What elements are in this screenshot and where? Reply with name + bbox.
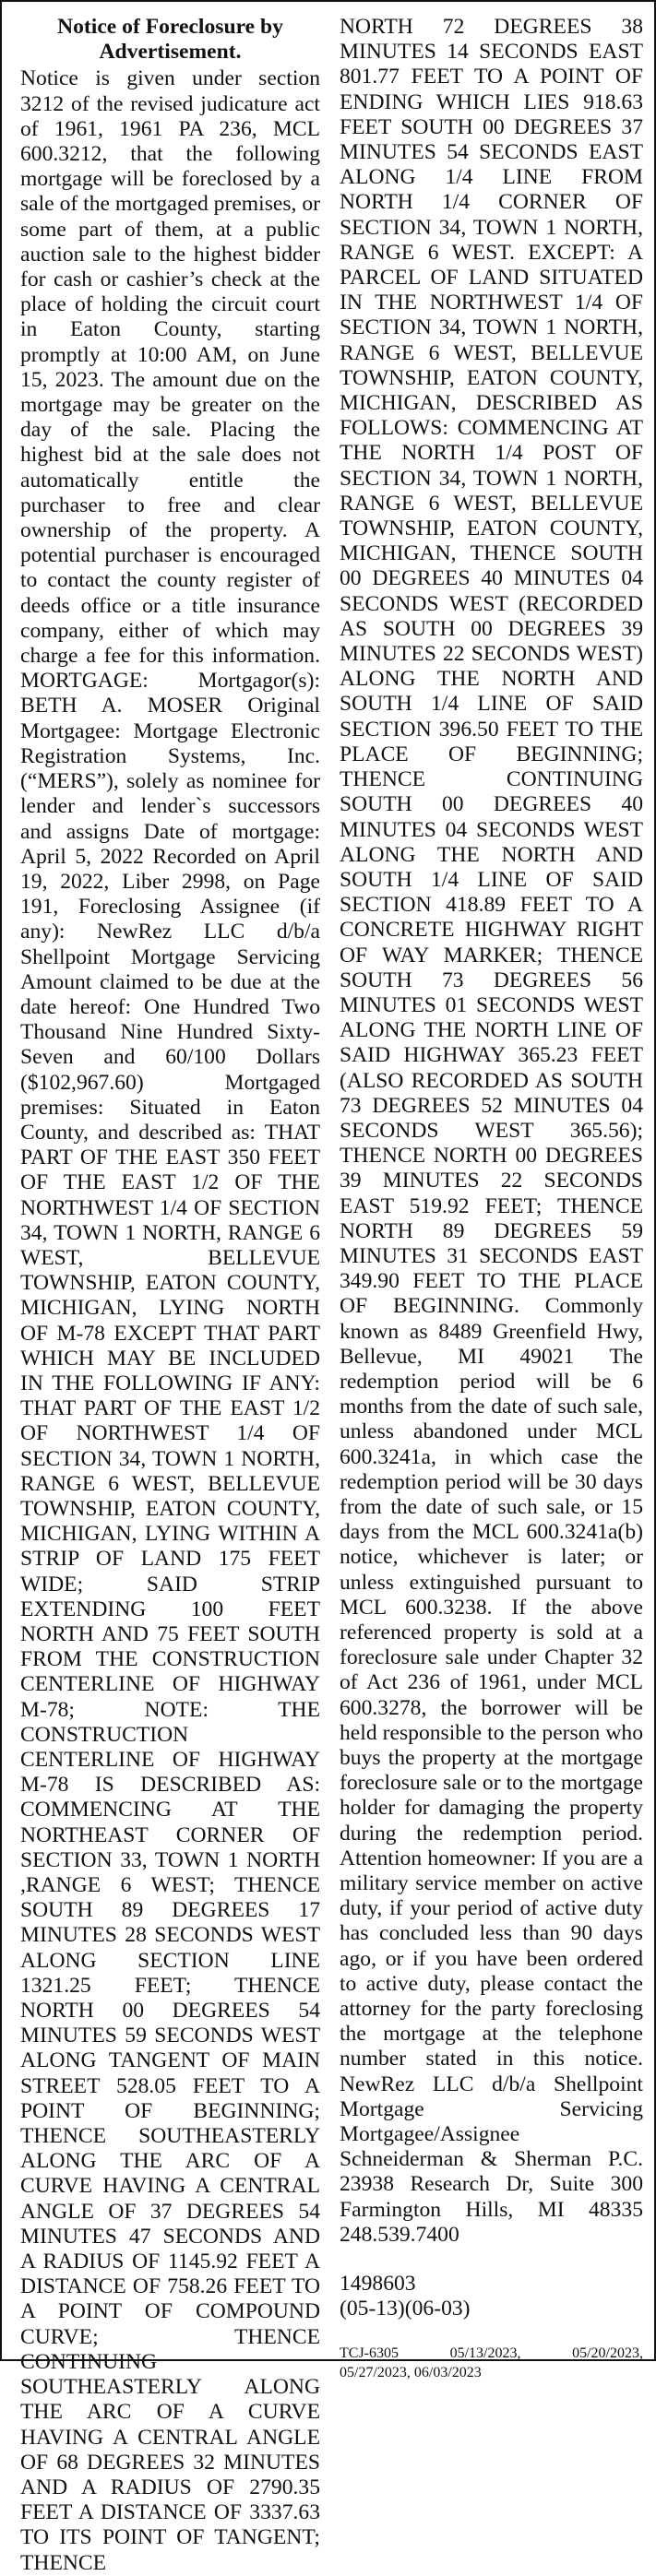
right-column bbox=[340, 15, 643, 2382]
notice-body-left: Notice is given under section 3212 of the revised judicature act of 1961, 1961 PA 236, MCL 600.3212, that the following mortgage will be foreclosed by a sale of the mortgaged premises, or some part of them, at a public auction sale to the highest bidder for cash or cashier’s check at the place of holding the circuit court in Eaton County, starting promptly at 10:00 AM, on June 15, 2023. The amount due on the mortgage may be greater on the day of the sale. Placing the highest bid at the sale does not automatically entitle the purchaser to free and clear ownership of the property. A potential purchaser is encouraged to contact the county register of deeds office or a title insurance company, either of which may charge a fee for this information. MORTGAGE: Mortgagor(s): BETH A. MOSER Original Mortgagee: Mortgage Electronic Registration Systems, Inc. (“MERS”), solely as nominee for lender and lender`s successors and assigns Date of mortgage: April 5, 2022 Recorded on April 19, 2022, Liber 2998, on Page 191, Foreclosing Assignee (if any): NewRez LLC d/b/a Shellpoint Mortgage Servicing Amount claimed to be due at the date hereof: One Hundred Two Thousand Nine Hundred Sixty-Seven and 60/100 Dollars ($102,967.60) Mortgaged premises: Situated in Eaton County, and described as: THAT PART OF THE EAST 350 FEET OF THE EAST 1/2 OF THE NORTHWEST 1/4 OF SECTION 34, TOWN 1 NORTH, RANGE 6 WEST, BELLEVUE TOWNSHIP, EATON COUNTY, MICHIGAN, LYING NORTH OF M-78 EXCEPT THAT PART WHICH MAY BE INCLUDED IN THE FOLLOWING IF ANY: THAT PART OF THE EAST 1/2 OF NORTHWEST 1/4 OF SECTION 34, TOWN 1 NORTH, RANGE 6 WEST, BELLEVUE TOWNSHIP, EATON COUNTY, MICHIGAN, LYING WITHIN A STRIP OF LAND 175 FEET WIDE; SAID STRIP EXTENDING 100 FEET NORTH AND 75 FEET SOUTH FROM THE CONSTRUCTION CENTERLINE OF HIGHWAY M-78; NOTE: THE CONSTRUCTION CENTERLINE OF HIGHWAY M-78 IS DESCRIBED AS: COMMENCING AT THE NORTHEAST CORNER OF SECTION 33, TOWN 1 NORTH ,RANGE 6 WEST; THENCE SOUTH 89 DEGREES 17 MINUTES 28 SECONDS WEST ALONG SECTION LINE 1321.25 FEET; THENCE NORTH 00 DEGREES 54 MINUTES 59 SECONDS WEST ALONG TANGENT OF MAIN STREET 528.05 FEET TO A POINT OF BEGINNING; THENCE SOUTHEASTERLY ALONG THE ARC OF A CURVE HAVING A CENTRAL ANGLE OF 37 DEGREES 54 MINUTES 47 SECONDS AND A RADIUS OF 1145.92 FEET A DISTANCE OF 758.26 FEET TO A POINT OF COMPOUND CURVE; THENCE CONTINUING SOUTHEASTERLY ALONG THE ARC OF A CURVE HAVING A CENTRAL ANGLE OF 68 DEGREES 32 MINUTES AND A RADIUS OF 2790.35 FEET A DISTANCE OF 3337.63 TO ITS POINT OF TANGENT; THENCE bbox=[20, 66, 320, 2575]
notice-reference-block bbox=[340, 2272, 643, 2321]
notice-body-right: NORTH 72 DEGREES 38 MINUTES 14 SECONDS EAST 801.77 FEET TO A POINT OF ENDING WHICH LIES 918.63 FEET SOUTH 00 DEGREES 37 MINUTES 54 SECONDS EAST ALONG 1/4 LINE FROM NORTH 1/4 CORNER OF SECTION 34, TOWN 1 NORTH, RANGE 6 WEST. EXCEPT: A PARCEL OF LAND SITUATED IN THE NORTHWEST 1/4 OF SECTION 34, TOWN 1 NORTH, RANGE 6 WEST, BELLEVUE TOWNSHIP, EATON COUNTY, MICHIGAN, DESCRIBED AS FOLLOWS: COMMENCING AT THE NORTH 1/4 POST OF SECTION 34, TOWN 1 NORTH, RANGE 6 WEST, BELLEVUE TOWNSHIP, EATON COUNTY, MICHIGAN, THENCE SOUTH 00 DEGREES 40 MINUTES 04 SECONDS WEST (RECORDED AS SOUTH 00 DEGREES 39 MINUTES 22 SECONDS WEST) ALONG THE NORTH AND SOUTH 1/4 LINE OF SAID SECTION 396.50 FEET TO THE PLACE OF BEGINNING; THENCE CONTINUING SOUTH 00 DEGREES 40 MINUTES 04 SECONDS WEST ALONG THE NORTH AND SOUTH 1/4 LINE OF SAID SECTION 418.89 FEET TO A CONCRETE HIGHWAY RIGHT OF WAY MARKER; THENCE SOUTH 73 DEGREES 56 MINUTES 01 SECONDS WEST ALONG THE NORTH LINE OF SAID HIGHWAY 365.23 FEET (ALSO RECORDED AS SOUTH 73 DEGREES 52 MINUTES 04 SECONDS WEST 365.56); THENCE NORTH 00 DEGREES 39 MINUTES 22 SECONDS EAST 519.92 FEET; THENCE NORTH 89 DEGREES 59 MINUTES 31 SECONDS EAST 349.90 FEET TO THE PLACE OF BEGINNING. Commonly known as 8489 Greenfield Hwy, Bellevue, MI 49021 The redemption period will be 6 months from the date of such sale, unless abandoned under MCL 600.3241a, in which case the redemption period will be 30 days from the date of such sale, or 15 days from the MCL 600.3241a(b) notice, whichever is later; or unless extinguished pursuant to MCL 600.3238. If the above referenced property is sold at a foreclosure sale under Chapter 32 of Act 236 of 1961, under MCL 600.3278, the borrower will be held responsible to the person who buys the property at the mortgage foreclosure sale or to the mortgage holder for damaging the property during the redemption period. Attention homeowner: If you are a military service member on active duty, if your period of active duty has concluded less than 90 days ago, or if you have been ordered to active duty, please contact the attorney for the party foreclosing the mortgage at the telephone number stated in this notice. NewRez LLC d/b/a Shellpoint Mortgage Servicing Mortgagee/Assignee Schneiderman & Sherman P.C. 23938 Research Dr, Suite 300 Farmington Hills, MI 48335 248.539.7400 bbox=[340, 15, 643, 2247]
publication-line: TCJ-6305 05/13/2023, 05/20/2023, bbox=[340, 2345, 643, 2362]
notice-title: Notice of Foreclosure by Advertisement. bbox=[57, 15, 283, 65]
date-range: (05-13)(06-03) bbox=[340, 2297, 471, 2321]
publication-info bbox=[340, 2344, 643, 2382]
publication-line-2: 05/27/2023, 06/03/2023 bbox=[340, 2365, 482, 2381]
left-column bbox=[20, 15, 320, 2576]
reference-number: 1498603 bbox=[340, 2272, 416, 2297]
